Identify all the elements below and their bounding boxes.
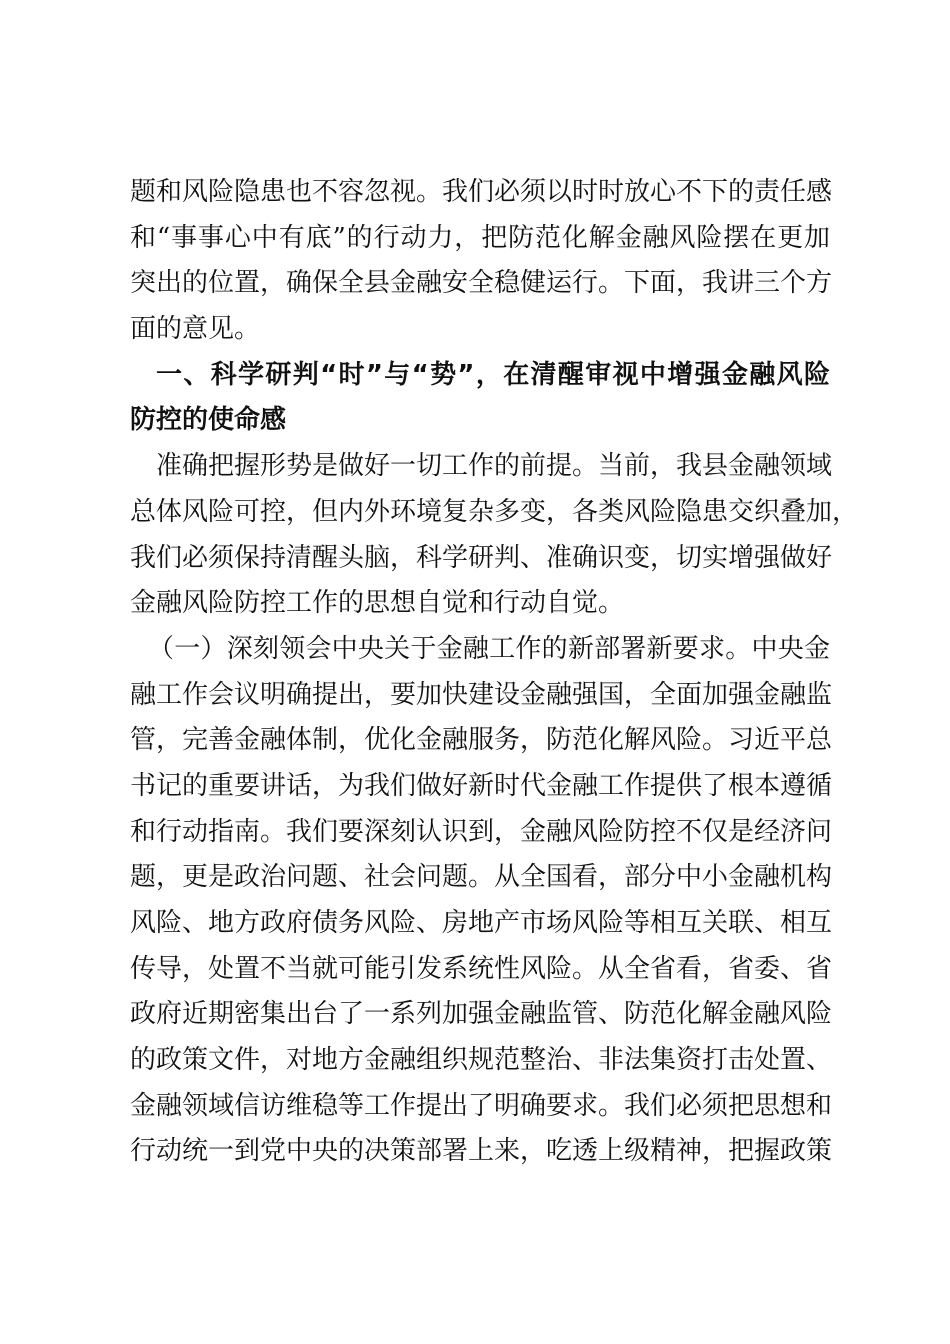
paragraph-line: 金融领域信访维稳等工作提出了明确要求。我们必须把思想和 — [130, 1090, 833, 1121]
paragraph-line: （一）深刻领会中央关于金融工作的新部署新要求。中央金 — [148, 633, 830, 664]
paragraph-line: 风险、地方政府债务风险、房地产市场风险等相互关联、相互 — [130, 908, 833, 938]
paragraph-line: 书记的重要讲话，为我们做好新时代金融工作提供了根本遵循 — [130, 770, 833, 801]
paragraph-line: 的政策文件，对地方金融组织规范整治、非法集资打击处置、 — [130, 1045, 833, 1076]
paragraph-line: 总体风险可控，但内外环境复杂多变，各类风险隐患交织叠加， — [130, 496, 859, 527]
paragraph-line: 传导，处置不当就可能引发系统性风险。从全省看，省委、省 — [130, 953, 833, 984]
paragraph-line: 融工作会议明确提出，要加快建设金融强国，全面加强金融监 — [130, 679, 833, 710]
paragraph-line: 行动统一到党中央的决策部署上来，吃透上级精神，把握政策 — [130, 1136, 833, 1167]
paragraph-line: 题，更是政治问题、社会问题。从全国看，部分中小金融机构 — [130, 862, 833, 893]
paragraph-line: 和“事事心中有底”的行动力，把防范化解金融风险摆在更加 — [130, 222, 830, 253]
paragraph-line: 金融风险防控工作的思想自觉和行动自觉。 — [130, 588, 625, 619]
paragraph-line: 我们必须保持清醒头脑，科学研判、准确识变，切实增强做好 — [130, 542, 833, 573]
paragraph-line: 和行动指南。我们要深刻认识到，金融风险防控不仅是经济问 — [130, 816, 833, 847]
paragraph-line: 面的意见。 — [130, 314, 261, 345]
paragraph-line: 政府近期密集出台了一系列加强金融监管、防范化解金融风险 — [130, 999, 833, 1030]
document-body — [130, 170, 859, 1175]
section-heading-line: 一、科学研判“时”与“势”，在清醒审视中增强金融风险 — [156, 359, 830, 390]
paragraph-line: 准确把握形势是做好一切工作的前提。当前，我县金融领域 — [156, 451, 833, 482]
section-heading-line: 防控的使命感 — [130, 405, 287, 436]
paragraph-line: 题和风险隐患也不容忽视。我们必须以时时放心不下的责任感 — [130, 177, 833, 207]
paragraph-line: 突出的位置，确保全县金融安全稳健运行。下面，我讲三个方 — [130, 268, 833, 299]
paragraph-line: 管，完善金融体制，优化金融服务，防范化解风险。习近平总 — [130, 725, 833, 756]
